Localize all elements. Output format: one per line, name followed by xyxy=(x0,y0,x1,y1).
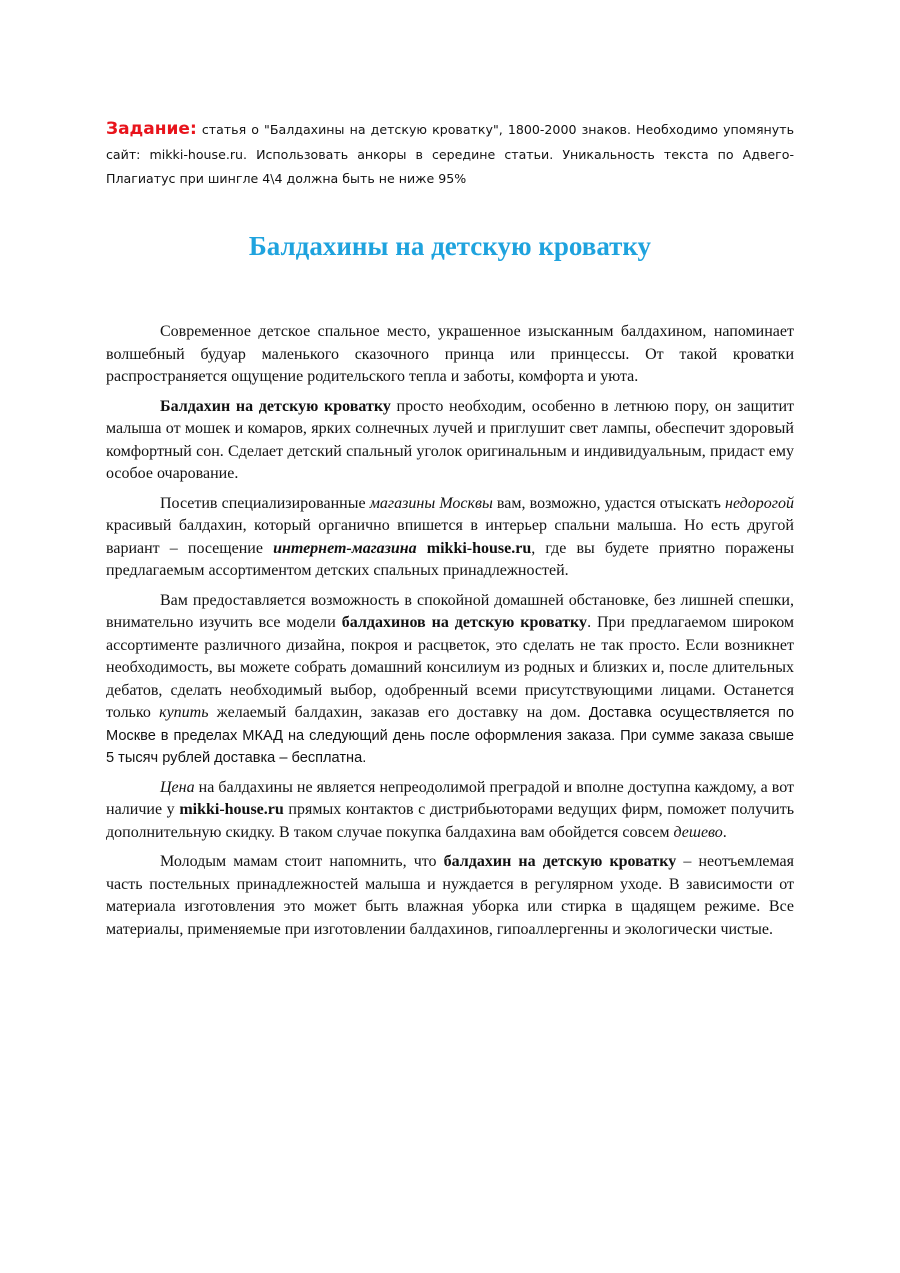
anchor-text: купить xyxy=(159,704,209,721)
paragraph-4 xyxy=(106,590,794,770)
anchor-text: магазины Москвы xyxy=(369,494,493,512)
paragraph-1 xyxy=(106,321,794,389)
paragraph-text: Посетив специализированные xyxy=(160,494,370,512)
anchor-text: балдахинов на детскую кроватку xyxy=(341,614,588,631)
paragraph-text: желаемый балдахин, заказав его доставку на дом. xyxy=(208,704,589,721)
anchor-text: балдахин на детскую кроватку xyxy=(443,853,677,870)
paragraph-text: прямых контактов с дистрибьюторами ведущих фирм, поможет получить дополнительную скидку. В таком случае покупка балдахина вам обойдется совсем xyxy=(106,801,795,841)
paragraph-text: Современное детское спальное место, украшенное изысканным балдахином, напоминает волшебный будуар маленького сказочного принца или принцессы. От такой кроватки распространяется ощущение родительского тепла и заботы, комфорта и уюта. xyxy=(106,323,794,385)
site-name: mikki-house.ru xyxy=(179,801,284,818)
anchor-text: интернет-магазина xyxy=(273,539,417,557)
paragraph-text: красивый балдахин, который органично впишется в интерьер спальни малыша. Но есть другой вариант – посещение xyxy=(106,517,794,557)
paragraph-text: . xyxy=(722,823,727,841)
paragraph-text: Вам предоставляется возможность в спокойной домашней обстановке, без лишней спешки, внимательно изучить все модели xyxy=(106,591,794,631)
paragraph-text: – неотъемлемая часть постельных принадлежностей малыша и нуждается в регулярном уходе. В зависимости от материала изготовления это может быть влажная уборка или стирка в щадящем режиме. Все материалы, применяемые при изготовлении балдахинов, гипоаллергенны и экологически чистые. xyxy=(106,853,795,938)
task-label: Задание: xyxy=(106,119,197,139)
delivery-text: Доставка осуществляется по Москве в пределах МКАД на следующий день после оформления заказа. При сумме заказа свыше 5 тысяч рублей доставка – бесплатна. xyxy=(106,705,795,766)
paragraph-text: . При предлагаемом широком ассортименте различного дизайна, покроя и расцветок, это сделать не так просто. Если возникнет необходимость, вы можете собрать домашний консилиум из родных и близких и, после длительных дебатов, сделать необходимый выбор, одобренный всеми присутствующими лицами. Останется только xyxy=(106,614,795,721)
paragraph-text: на балдахины не является непреодолимой преградой и вполне доступна каждому, а вот наличие у xyxy=(106,778,794,818)
paragraph-3 xyxy=(106,493,794,583)
paragraph-text: вам, возможно, удастся отыскать xyxy=(492,494,726,512)
paragraph-text xyxy=(417,540,427,557)
paragraph-text: просто необходим, особенно в летнюю пору, он защитит малыша от мошек и комаров, ярких солнечных лучей и приглушит свет лампы, обеспечит здоровый комфортный сон. Сделает детский спальный уголок оригинальным и индивидуальным, придаст ему особое очарование. xyxy=(106,397,795,482)
anchor-text: Балдахин на детскую кроватку xyxy=(160,397,391,415)
task-description xyxy=(106,117,794,192)
anchor-text: Цена xyxy=(160,778,195,796)
site-name: mikki-house.ru xyxy=(426,539,532,557)
article-body xyxy=(106,321,794,948)
task-text: статья о "Балдахины на детскую кроватку", 1800-2000 знаков. Необходимо упомянуть сайт: mikki-house.ru. Использовать анкоры в середине статьи. Уникальность текста по Адвего-Плагиатус при шингле 4\4 должна быть не ниже 95% xyxy=(106,122,794,186)
article-title: Балдахины на детскую кроватку xyxy=(248,231,652,261)
anchor-text: дешево xyxy=(673,823,723,841)
paragraph-text: Молодым мамам стоит напомнить, что xyxy=(160,853,444,870)
paragraph-5 xyxy=(106,777,794,845)
anchor-text: недорогой xyxy=(725,494,795,512)
paragraph-text: , где вы будете приятно поражены предлагаемым ассортиментом детских спальных принадлежностей. xyxy=(106,539,795,579)
paragraph-6 xyxy=(106,851,794,941)
paragraph-2 xyxy=(106,396,794,486)
